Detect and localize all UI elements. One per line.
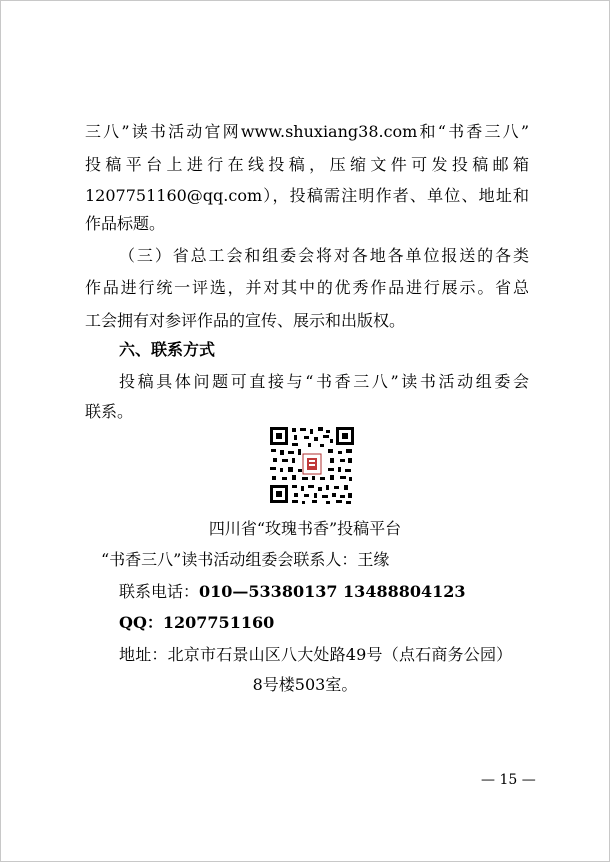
qr-caption: 四川省“玫瑰书香”投稿平台 — [208, 519, 402, 538]
body-line: 三八”读书活动官网www.shuxiang38.com和“书香三八” — [85, 122, 529, 141]
phone-label: 联系电话： — [119, 582, 200, 601]
section-heading: 六、联系方式 — [119, 340, 216, 359]
page-number: — 15 — — [481, 772, 536, 788]
qr-code — [268, 425, 356, 505]
body-line: （三）省总工会和组委会将对各地各单位报送的各类 — [119, 246, 529, 265]
body-line: 1207751160@qq.com），投稿需注明作者、单位、地址和 — [85, 186, 529, 205]
phone-value: 010—53380137 13488804123 — [199, 582, 466, 601]
body-line: 投稿具体问题可直接与“书香三八”读书活动组委会 — [119, 372, 529, 391]
body-line: 联系。 — [85, 402, 134, 421]
body-line: 工会拥有对参评作品的宣传、展示和出版权。 — [85, 311, 406, 330]
qq-value: 1207751160 — [162, 613, 275, 632]
qq-label: QQ： — [119, 613, 163, 632]
contact-qq — [119, 613, 274, 633]
contact-address-line2: 8号楼503室。 — [252, 675, 358, 694]
body-line: 作品进行统一评选，并对其中的优秀作品进行展示。省总 — [85, 278, 529, 297]
contact-address-line1: 地址：北京市石景山区八大处路49号（点石商务公园） — [119, 645, 513, 664]
contact-phone — [119, 582, 466, 602]
body-line: 投稿平台上进行在线投稿，压缩文件可发投稿邮箱 — [85, 155, 529, 174]
body-line: 作品标题。 — [85, 214, 166, 233]
contact-committee: “书香三八”读书活动组委会联系人：王缘 — [101, 550, 390, 569]
